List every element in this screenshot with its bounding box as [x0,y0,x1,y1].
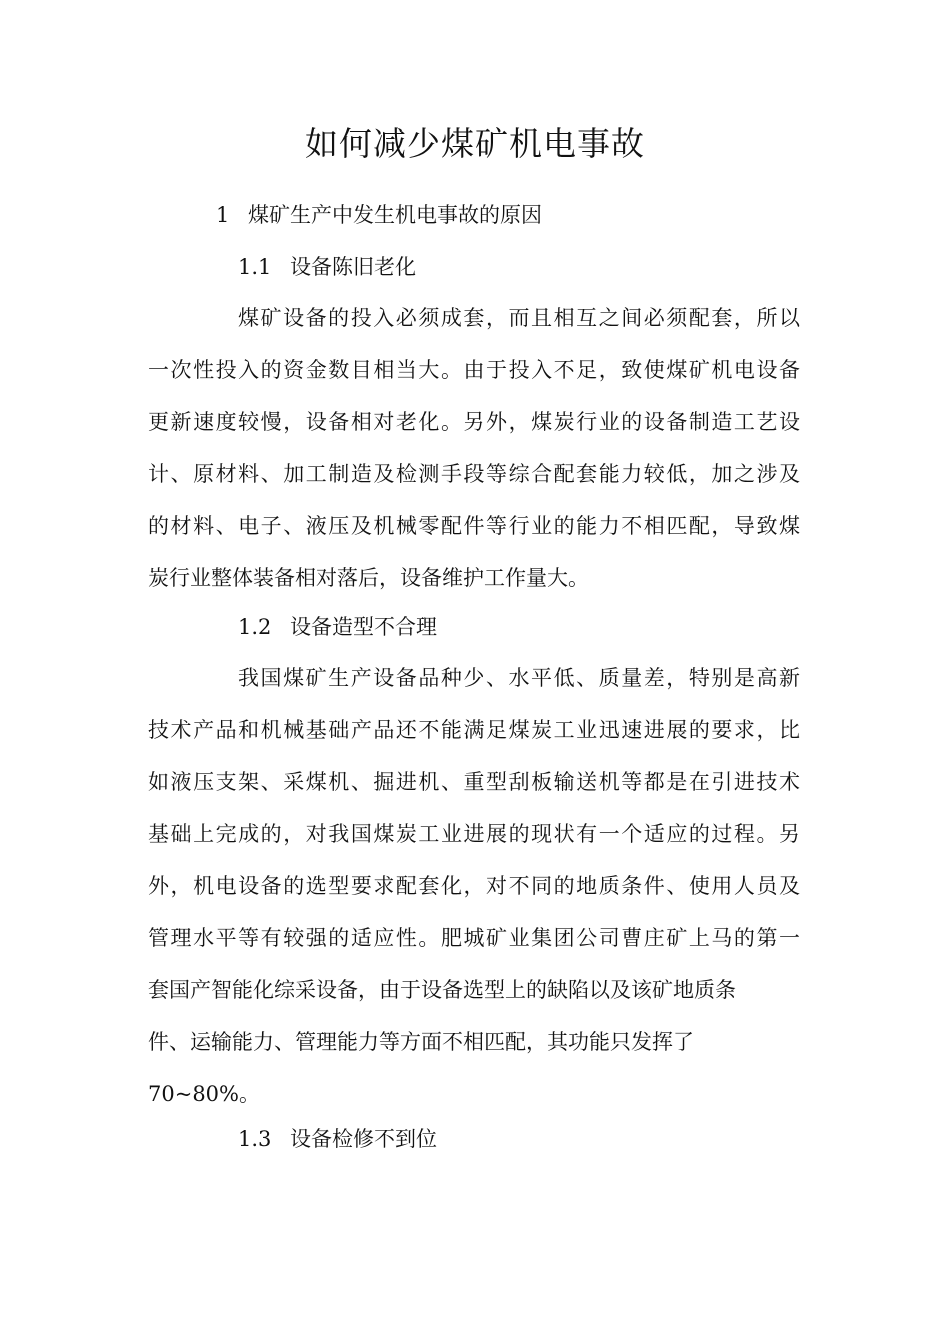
paragraph-line: 更新速度较慢，设备相对老化。另外，煤炭行业的设备制造工艺设 [148,410,800,434]
paragraph-line: 计、原材料、加工制造及检测手段等综合配套能力较低，加之涉及 [148,462,800,486]
section-number: 1 [216,203,230,227]
subsection-heading-1-3 [238,1122,437,1156]
paragraph-line: 煤矿设备的投入必须成套，而且相互之间必须配套，所以 [238,306,800,330]
paragraph-1-2 [148,652,800,1120]
paragraph-line: 如液压支架、采煤机、掘进机、重型刮板输送机等都是在引进技术 [148,770,800,794]
paragraph-line: 外，机电设备的选型要求配套化，对不同的地质条件、使用人员及 [148,874,800,898]
paragraph-line: 我国煤矿生产设备品种少、水平低、质量差，特别是高新 [238,666,800,690]
subsection-title: 设备检修不到位 [290,1127,437,1151]
paragraph-line: 70~80%。 [148,1082,260,1106]
paragraph-line: 一次性投入的资金数目相当大。由于投入不足，致使煤矿机电设备 [148,358,800,382]
subsection-number: 1.1 [238,255,272,279]
paragraph-line: 件、运输能力、管理能力等方面不相匹配，其功能只发挥了 [148,1030,694,1054]
section-title: 煤矿生产中发生机电事故的原因 [248,203,542,227]
section-heading-1 [216,198,542,232]
paragraph-line: 管理水平等有较强的适应性。肥城矿业集团公司曹庄矿上马的第一 [148,926,800,950]
subsection-number: 1.2 [238,615,272,639]
subsection-title: 设备陈旧老化 [290,255,416,279]
paragraph-line: 的材料、电子、液压及机械零配件等行业的能力不相匹配，导致煤 [148,514,800,538]
paragraph-line: 炭行业整体装备相对落后，设备维护工作量大。 [148,566,589,590]
subsection-heading-1-2 [238,610,437,644]
subsection-title: 设备造型不合理 [290,615,437,639]
paragraph-1-1 [148,292,800,604]
document-title: 如何减少煤矿机电事故 [305,124,645,163]
paragraph-line: 基础上完成的，对我国煤炭工业进展的现状有一个适应的过程。另 [148,822,800,846]
subsection-number: 1.3 [238,1127,272,1151]
paragraph-line: 技术产品和机械基础产品还不能满足煤炭工业迅速进展的要求，比 [148,718,800,742]
paragraph-line: 套国产智能化综采设备，由于设备选型上的缺陷以及该矿地质条 [148,978,736,1002]
subsection-heading-1-1 [238,250,416,284]
